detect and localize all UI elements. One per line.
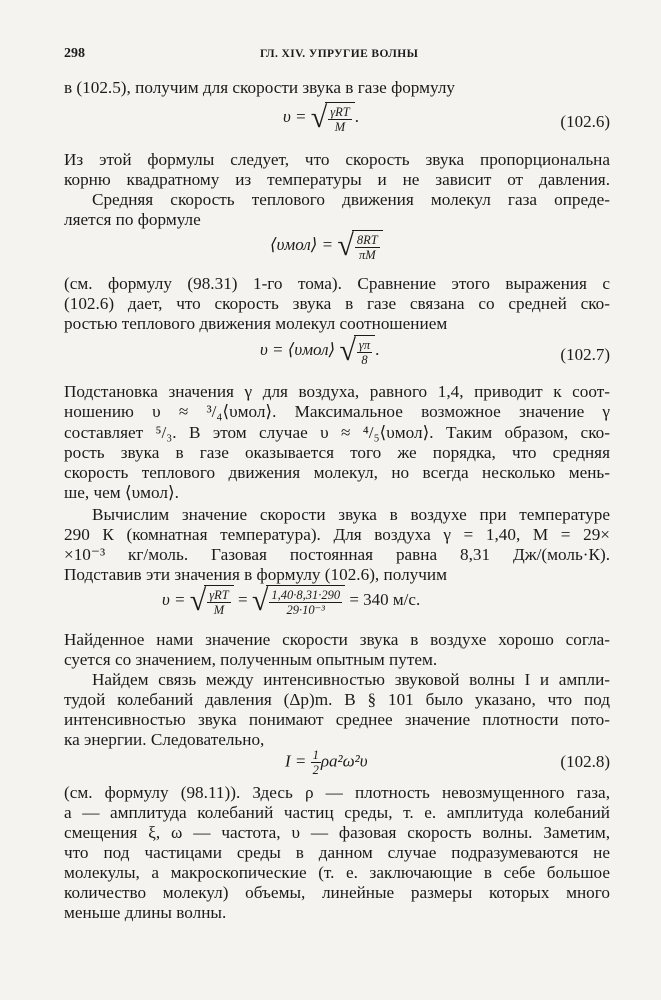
numerator: 1,40·8,31·290: [271, 588, 341, 602]
text-line: ка энергии. Следовательно,: [64, 730, 265, 749]
numerator: 1: [312, 748, 319, 762]
text-line: скорость теплового движения молекул, но всегда несколько мень-: [64, 463, 610, 482]
eq-result: = 340 м/с.: [349, 589, 421, 609]
numerator: γπ: [358, 338, 371, 352]
text-line: 290 К (комнатная температура). Для воздуха γ = 1,40, M = 29×: [64, 525, 610, 544]
equation-number: (102.6): [560, 112, 610, 131]
equation-102-6: [283, 102, 359, 134]
text-line: молекулы, а макроскопические (т. е. заключающие в себе большое: [64, 863, 610, 882]
text-line: количество молекул) объемы, линейные размеры которых много: [64, 883, 610, 902]
denominator: 2: [312, 763, 319, 777]
fraction: [311, 748, 321, 777]
text-line: суется со значением, полученным опытным путем.: [64, 650, 438, 669]
fraction: [355, 233, 380, 262]
sqrt-sign: √ $\frac{\gamma\pi}{8}$: [339, 335, 375, 367]
sqrt-sign: √ $\frac{8RT}{\pi M}$: [337, 230, 382, 262]
page-number: 298: [64, 46, 85, 61]
chapter-title: ГЛ. XIV. УПРУГИЕ ВОЛНЫ: [260, 48, 419, 60]
equation-numeric: [162, 585, 420, 617]
text-line: меньше длины волны.: [64, 903, 227, 922]
denominator: 29·10⁻³: [286, 603, 325, 617]
numerator: 8RT: [356, 233, 378, 247]
equation-number: (102.8): [560, 752, 610, 771]
eq-lhs: υ = ⟨υмол⟩: [260, 339, 336, 359]
denominator: M: [213, 603, 225, 617]
fraction: [357, 338, 372, 367]
text-line: Найдем связь между интенсивностью звуковой волны I и ампли-: [92, 670, 610, 689]
eq-lhs: ⟨υмол⟩ =: [270, 234, 334, 254]
sqrt-sign: √ $\frac{\text{γRT}}{M}$: [311, 102, 355, 134]
equation-mean-speed: [270, 230, 383, 262]
text-line: ×10⁻³ кг/моль. Газовая постоянная равна 8,31 Дж/(моль·К).: [64, 545, 610, 564]
eq-tail: .: [354, 106, 360, 126]
text-line: Подстановка значения γ для воздуха, равного 1,4, приводит к соот-: [64, 382, 610, 401]
eq-lhs: υ =: [162, 589, 186, 609]
text-line: Подставив эти значения в формулу (102.6), получим: [64, 565, 447, 584]
fraction: [269, 588, 342, 617]
sqrt-sign: √ $\frac{1,40\cdot 8,31\cdot 290}{\text{29·10⁻³}}$: [252, 585, 345, 617]
eq-tail: .: [375, 339, 380, 359]
text-line: Найденное нами значение скорости звука в воздухе хорошо согла-: [64, 630, 610, 649]
equation-number: (102.7): [560, 345, 610, 364]
text-line: ношению υ ≈ ³/₄⟨υмол⟩. Максимальное возможное значение γ: [64, 402, 610, 421]
text-line: (102.6) дает, что скорость звука в газе связана со средней ско-: [64, 294, 610, 313]
equals-sign: =: [238, 589, 248, 609]
text-line: ростью теплового движения молекул соотношением: [64, 314, 448, 333]
text-line: Средняя скорость теплового движения молекул газа опреде-: [92, 190, 610, 209]
text-line: ше, чем ⟨υмол⟩.: [64, 483, 179, 502]
text-line: что под частицами среды в данном случае подразумеваются не: [64, 843, 610, 862]
text-line: рость звука в газе оказывается того же порядка, что средняя: [64, 443, 610, 462]
fraction: [328, 105, 352, 134]
text-line: (см. формулу (98.11)). Здесь ρ — плотность невозмущенного газа,: [64, 783, 610, 802]
equation-102-8: [285, 748, 368, 777]
text-line: (см. формулу (98.31) 1-го тома). Сравнение этого выражения с: [64, 274, 610, 293]
text-line: интенсивностью звука понимают среднее значение плотности пото-: [64, 710, 610, 729]
sqrt-sign: √ $\frac{\text{γRT}}{M}$: [190, 585, 234, 617]
text-line: ляется по формуле: [64, 210, 201, 229]
denominator: M: [334, 120, 346, 134]
numerator: γRT: [330, 105, 350, 119]
text-line: Вычислим значение скорости звука в воздухе при температуре: [92, 505, 610, 524]
running-header: [64, 46, 610, 64]
eq-lhs: υ =: [283, 106, 307, 126]
text-line: корню квадратному из температуры и не зависит от давления.: [64, 170, 610, 189]
equation-102-7: [260, 335, 379, 367]
text-line: тудой колебаний давления (Δp)m. В § 101 было указано, что под: [64, 690, 610, 709]
fraction: [207, 588, 231, 617]
text-line: в (102.5), получим для скорости звука в газе формулу: [64, 78, 456, 97]
text-line: Из этой формулы следует, что скорость звука пропорциональна: [64, 150, 610, 169]
text-line: смещения ξ, ω — частота, υ — фазовая скорость волны. Заметим,: [64, 823, 610, 842]
numerator: γRT: [209, 588, 229, 602]
text-line: a — амплитуда колебаний частиц среды, т. е. амплитуда колебаний: [64, 803, 610, 822]
denominator: 8: [361, 353, 368, 367]
eq-lhs: I =: [285, 751, 307, 771]
text-line: составляет ⁵/₃. В этом случае υ ≈ ⁴/₅⟨υмол⟩. Таким образом, ско-: [64, 423, 610, 442]
eq-rhs: ρa²ω²υ: [320, 751, 368, 771]
denominator: πM: [358, 248, 376, 262]
